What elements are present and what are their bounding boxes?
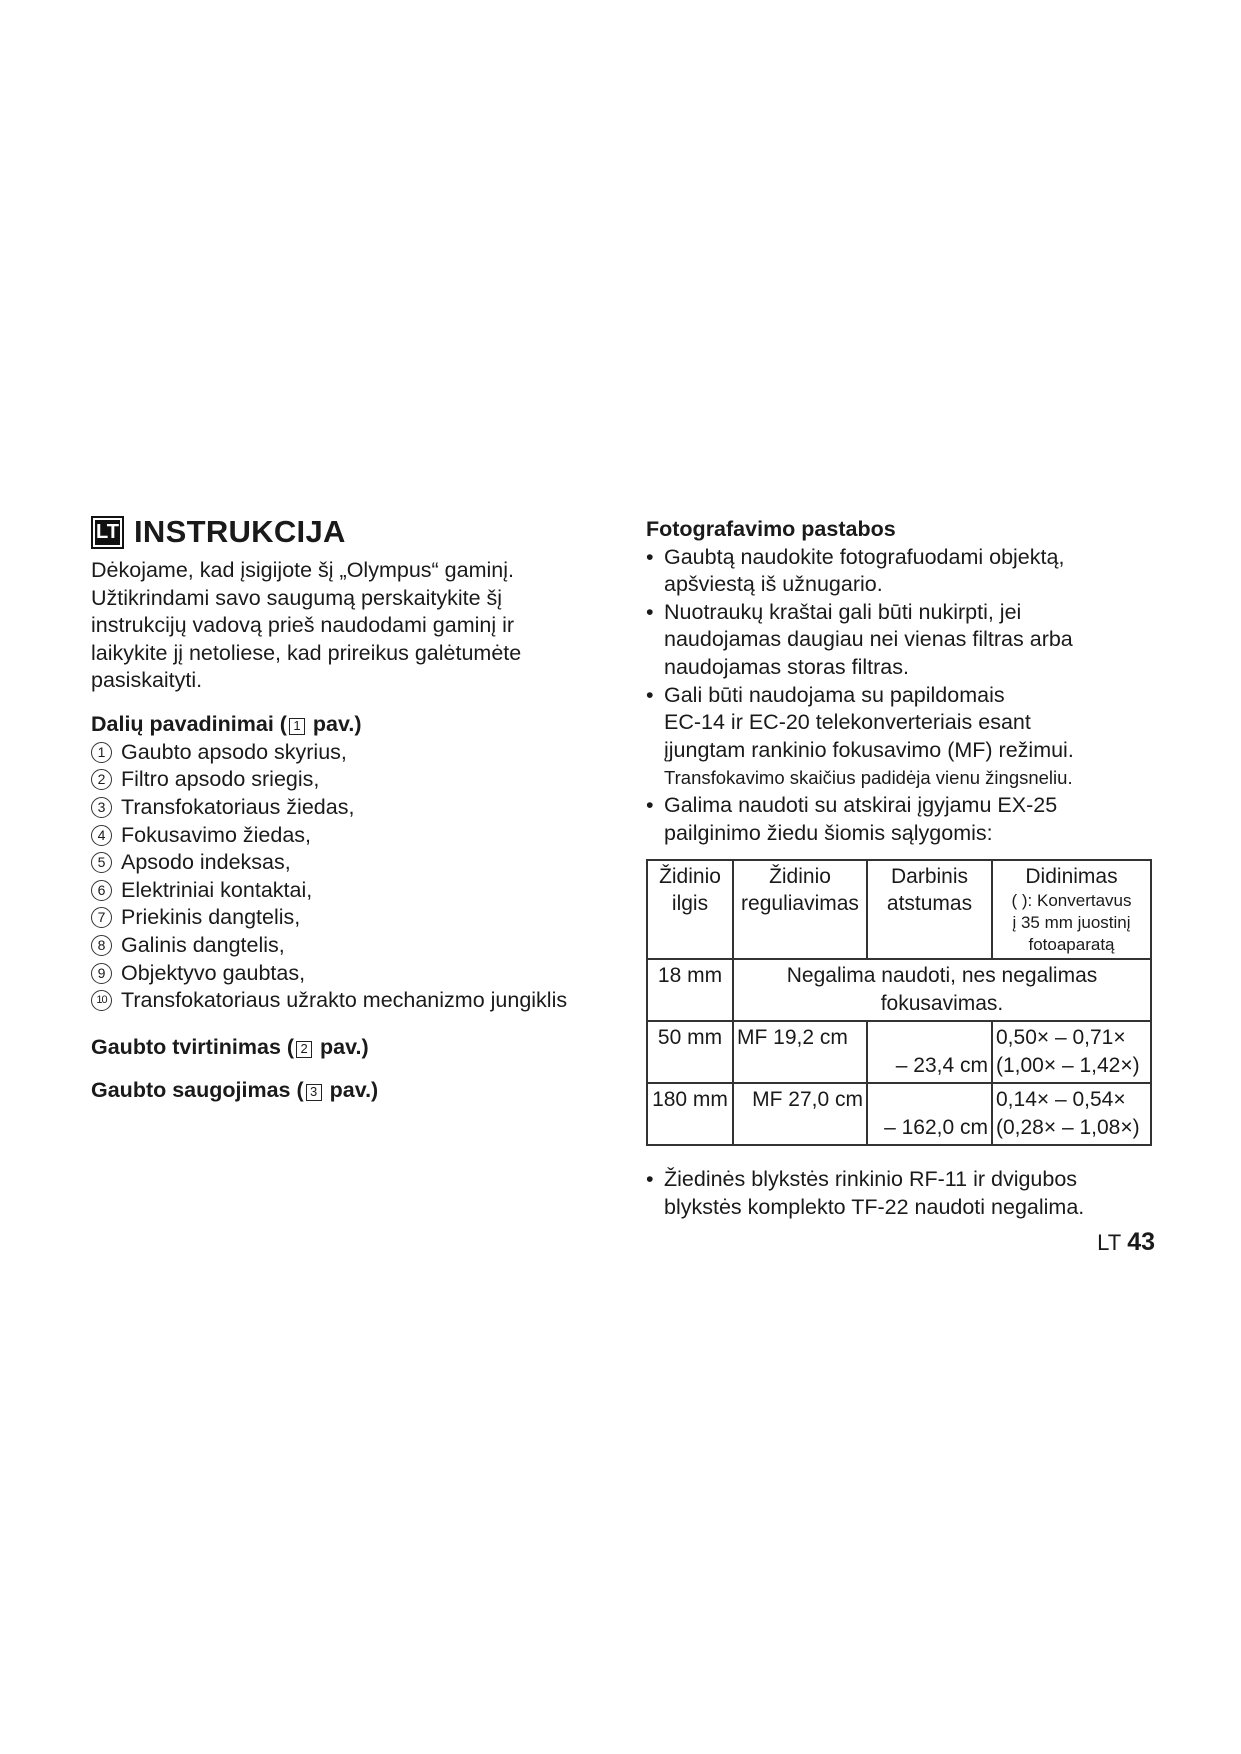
language-badge: LT bbox=[91, 516, 124, 549]
part-item bbox=[91, 849, 621, 877]
note-line: įjungtam rankinio fokusavimo (MF) režimui. bbox=[664, 737, 1074, 762]
page-number bbox=[1097, 1228, 1155, 1257]
page-number-value: 43 bbox=[1127, 1228, 1155, 1256]
figure-number-box: 1 bbox=[289, 718, 305, 735]
cell-text: 0,50× – 0,71× bbox=[996, 1026, 1126, 1050]
shooting-notes-heading: Fotografavimo pastabos bbox=[646, 517, 896, 541]
note-line: EC-14 ir EC-20 telekonverteriais esant bbox=[664, 710, 1031, 735]
figure-number-box: 3 bbox=[306, 1084, 322, 1101]
table-header-row bbox=[647, 860, 1151, 959]
part-label: Galinis dangtelis, bbox=[121, 932, 285, 957]
shooting-notes-list bbox=[646, 544, 1156, 848]
parts-heading-suffix: pav.) bbox=[306, 711, 362, 736]
note-line: blykstės komplekto TF-22 naudoti negalima. bbox=[664, 1194, 1085, 1219]
cell-magnification bbox=[992, 1083, 1151, 1145]
cell-text: 0,14× – 0,54× bbox=[996, 1088, 1126, 1112]
cell-focal: 18 mm bbox=[647, 959, 733, 1021]
cell-distance: – 23,4 cm bbox=[867, 1021, 992, 1083]
hood-storage-heading bbox=[91, 1077, 621, 1104]
part-label: Fokusavimo žiedas, bbox=[121, 822, 311, 847]
hood-storage-suffix: pav.) bbox=[323, 1078, 379, 1103]
table-row bbox=[647, 959, 1151, 1021]
part-item bbox=[91, 959, 621, 987]
flash-note-list bbox=[646, 1166, 1156, 1221]
part-label: Elektriniai kontaktai, bbox=[121, 877, 313, 902]
note-line: naudojamas daugiau nei vienas filtras arba bbox=[664, 627, 1073, 652]
part-label: Filtro apsodo sriegis, bbox=[121, 767, 320, 792]
part-label: Transfokatoriaus žiedas, bbox=[121, 794, 355, 819]
header-note: fotoaparatą bbox=[1028, 935, 1115, 955]
extension-ring-table bbox=[646, 859, 1152, 1146]
right-column bbox=[646, 516, 1156, 1221]
header-text: Darbinis bbox=[890, 865, 969, 889]
cell-focal: 50 mm bbox=[647, 1021, 733, 1083]
part-label: Transfokatoriaus užrakto mechanizmo jungiklis bbox=[121, 988, 568, 1013]
hood-storage-text: Gaubto saugojimas ( bbox=[91, 1078, 304, 1103]
cell-focal: 180 mm bbox=[647, 1083, 733, 1145]
note-item bbox=[646, 544, 1156, 599]
header-note: ( ): Konvertavus bbox=[1011, 891, 1132, 911]
part-item bbox=[91, 766, 621, 794]
circled-number: 8 bbox=[91, 935, 112, 956]
intro-line: laikykite jį netoliese, kad prireikus galėtumėte bbox=[91, 640, 522, 665]
part-item bbox=[91, 987, 621, 1015]
circled-number: 2 bbox=[91, 769, 112, 790]
note-line: apšviestą iš užnugario. bbox=[664, 572, 883, 597]
note-item bbox=[646, 599, 1156, 682]
part-label: Apsodo indeksas, bbox=[121, 850, 291, 875]
header-magnification bbox=[992, 860, 1151, 959]
circled-number: 4 bbox=[91, 825, 112, 846]
intro-line: Užtikrindami savo saugumą perskaitykite šį bbox=[91, 585, 503, 610]
cell-magnification bbox=[992, 1021, 1151, 1083]
part-label: Gaubto apsodo skyrius, bbox=[121, 739, 347, 764]
part-item bbox=[91, 739, 621, 767]
header-focal-length bbox=[647, 860, 733, 959]
circled-number: 5 bbox=[91, 852, 112, 873]
figure-number-box: 2 bbox=[296, 1041, 312, 1058]
intro-line: pasiskaityti. bbox=[91, 668, 203, 692]
header-note: į 35 mm juostinį bbox=[1012, 913, 1131, 933]
note-item bbox=[646, 682, 1156, 792]
intro-line: Dėkojame, kad įsigijote šį „Olympus“ gaminį. bbox=[91, 558, 514, 582]
part-item bbox=[91, 821, 621, 849]
table-row bbox=[647, 1083, 1151, 1145]
circled-number: 9 bbox=[91, 963, 112, 984]
title-row bbox=[91, 512, 621, 552]
note-line: • Žiedinės blykstės rinkinio RF-11 ir dvigubos bbox=[664, 1167, 1078, 1192]
note-line: • Nuotraukų kraštai gali būti nukirpti, jei bbox=[664, 599, 1022, 624]
part-label: Objektyvo gaubtas, bbox=[121, 960, 306, 985]
cell-text: (0,28× – 1,08×) bbox=[996, 1116, 1140, 1140]
part-label: Priekinis dangtelis, bbox=[121, 905, 301, 930]
note-line: naudojamas storas filtras. bbox=[664, 654, 909, 679]
note-line: • Gali būti naudojama su papildomais bbox=[664, 682, 1005, 707]
parts-list bbox=[91, 739, 621, 1015]
intro-paragraph bbox=[91, 557, 621, 695]
note-line: pailginimo žiedu šiomis sąlygomis: bbox=[664, 820, 993, 845]
circled-number: 10 bbox=[91, 990, 112, 1011]
note-line-small: Transfokavimo skaičius padidėja vienu žingsneliu. bbox=[664, 767, 1073, 789]
part-item bbox=[91, 932, 621, 960]
cell-note bbox=[733, 959, 1151, 1021]
header-text: reguliavimas bbox=[741, 892, 859, 916]
left-column bbox=[91, 512, 621, 1104]
hood-attach-text: Gaubto tvirtinimas ( bbox=[91, 1035, 295, 1060]
intro-line: instrukcijų vadovą prieš naudodami gaminį ir bbox=[91, 613, 515, 637]
table-row bbox=[647, 1021, 1151, 1083]
cell-text: Negalima naudoti, nes negalimas bbox=[786, 964, 1098, 988]
hood-attach-heading bbox=[91, 1034, 621, 1061]
part-item bbox=[91, 904, 621, 932]
header-text: ilgis bbox=[671, 892, 709, 916]
header-text: atstumas bbox=[886, 892, 973, 916]
note-item bbox=[646, 1166, 1156, 1221]
header-focusing bbox=[733, 860, 867, 959]
circled-number: 7 bbox=[91, 907, 112, 928]
header-text: Židinio bbox=[769, 865, 831, 889]
note-item bbox=[646, 792, 1156, 847]
cell-text: fokusavimas. bbox=[880, 992, 1004, 1016]
header-text: Didinimas bbox=[1025, 865, 1118, 889]
parts-heading bbox=[91, 711, 621, 738]
parts-heading-text: Dalių pavadinimai ( bbox=[91, 711, 287, 736]
header-working-distance bbox=[867, 860, 992, 959]
note-line: • Gaubtą naudokite fotografuodami objektą, bbox=[664, 544, 1065, 569]
cell-focusing: MF 27,0 cm bbox=[733, 1083, 867, 1145]
part-item bbox=[91, 876, 621, 904]
circled-number: 6 bbox=[91, 880, 112, 901]
circled-number: 1 bbox=[91, 742, 112, 763]
note-line: • Galima naudoti su atskirai įgyjamu EX-25 bbox=[664, 792, 1058, 817]
cell-focusing: MF 19,2 cm bbox=[733, 1021, 867, 1083]
circled-number: 3 bbox=[91, 797, 112, 818]
hood-attach-suffix: pav.) bbox=[314, 1035, 369, 1060]
cell-distance: – 162,0 cm bbox=[867, 1083, 992, 1145]
page-lang: LT bbox=[1097, 1230, 1122, 1255]
cell-text: (1,00× – 1,42×) bbox=[996, 1054, 1140, 1078]
page-title: INSTRUKCIJA bbox=[134, 514, 346, 549]
part-item bbox=[91, 794, 621, 822]
header-text: Židinio bbox=[659, 865, 721, 889]
